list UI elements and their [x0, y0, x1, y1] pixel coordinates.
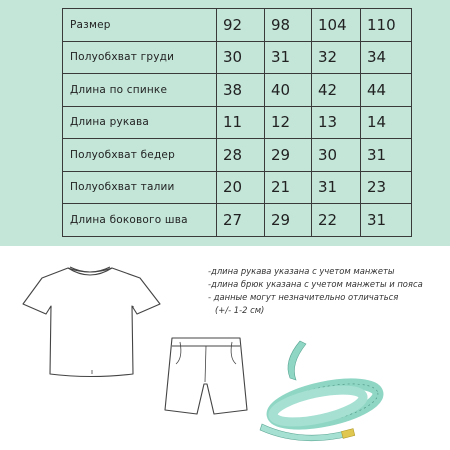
header-size: 98 — [265, 9, 312, 42]
table-cell: 22 — [312, 204, 361, 237]
table-row — [63, 139, 412, 172]
table-row — [63, 74, 412, 107]
header-size: 104 — [312, 9, 361, 42]
row-label: Длина по спинке — [63, 74, 217, 107]
row-label: Полуобхват груди — [63, 41, 217, 74]
note-sleeve: -длина рукава указана с учетом манжеты — [208, 266, 395, 276]
table-row — [63, 204, 412, 237]
table-cell: 29 — [265, 139, 312, 172]
table-cell: 31 — [361, 139, 412, 172]
table-cell: 42 — [312, 74, 361, 107]
shorts-sketch-icon — [165, 338, 247, 414]
row-label: Полуобхват талии — [63, 171, 217, 204]
table-cell: 29 — [265, 204, 312, 237]
table-cell: 40 — [265, 74, 312, 107]
table-cell: 31 — [361, 204, 412, 237]
header-size: 110 — [361, 9, 412, 42]
notes-block — [208, 265, 450, 317]
table-cell: 21 — [265, 171, 312, 204]
table-cell: 12 — [265, 106, 312, 139]
table-row — [63, 171, 412, 204]
note-tolerance: (+/- 1-2 см) — [215, 305, 265, 315]
table-cell: 27 — [217, 204, 265, 237]
size-table — [62, 8, 412, 237]
table-row — [63, 106, 412, 139]
table-cell: 30 — [217, 41, 265, 74]
table-cell: 31 — [265, 41, 312, 74]
table-cell: 23 — [361, 171, 412, 204]
table-cell: 44 — [361, 74, 412, 107]
row-label: Длина бокового шва — [63, 204, 217, 237]
table-cell: 20 — [217, 171, 265, 204]
table-cell: 34 — [361, 41, 412, 74]
table-cell: 14 — [361, 106, 412, 139]
measuring-tape-icon — [260, 341, 381, 441]
table-cell: 11 — [217, 106, 265, 139]
table-cell: 31 — [312, 171, 361, 204]
table-cell: 38 — [217, 74, 265, 107]
header-size: 92 — [217, 9, 265, 42]
header-label: Размер — [63, 9, 217, 42]
note-variance: - данные могут незначительно отличаться — [208, 292, 399, 302]
table-cell: 30 — [312, 139, 361, 172]
row-label: Полуобхват бедер — [63, 139, 217, 172]
row-label: Длина рукава — [63, 106, 217, 139]
table-header-row — [63, 9, 412, 42]
note-trousers: -длина брюк указана с учетом манжеты и пояса — [208, 279, 423, 289]
table-cell: 13 — [312, 106, 361, 139]
table-cell: 28 — [217, 139, 265, 172]
tshirt-sketch-icon — [23, 267, 160, 377]
table-cell: 32 — [312, 41, 361, 74]
table-row — [63, 41, 412, 74]
